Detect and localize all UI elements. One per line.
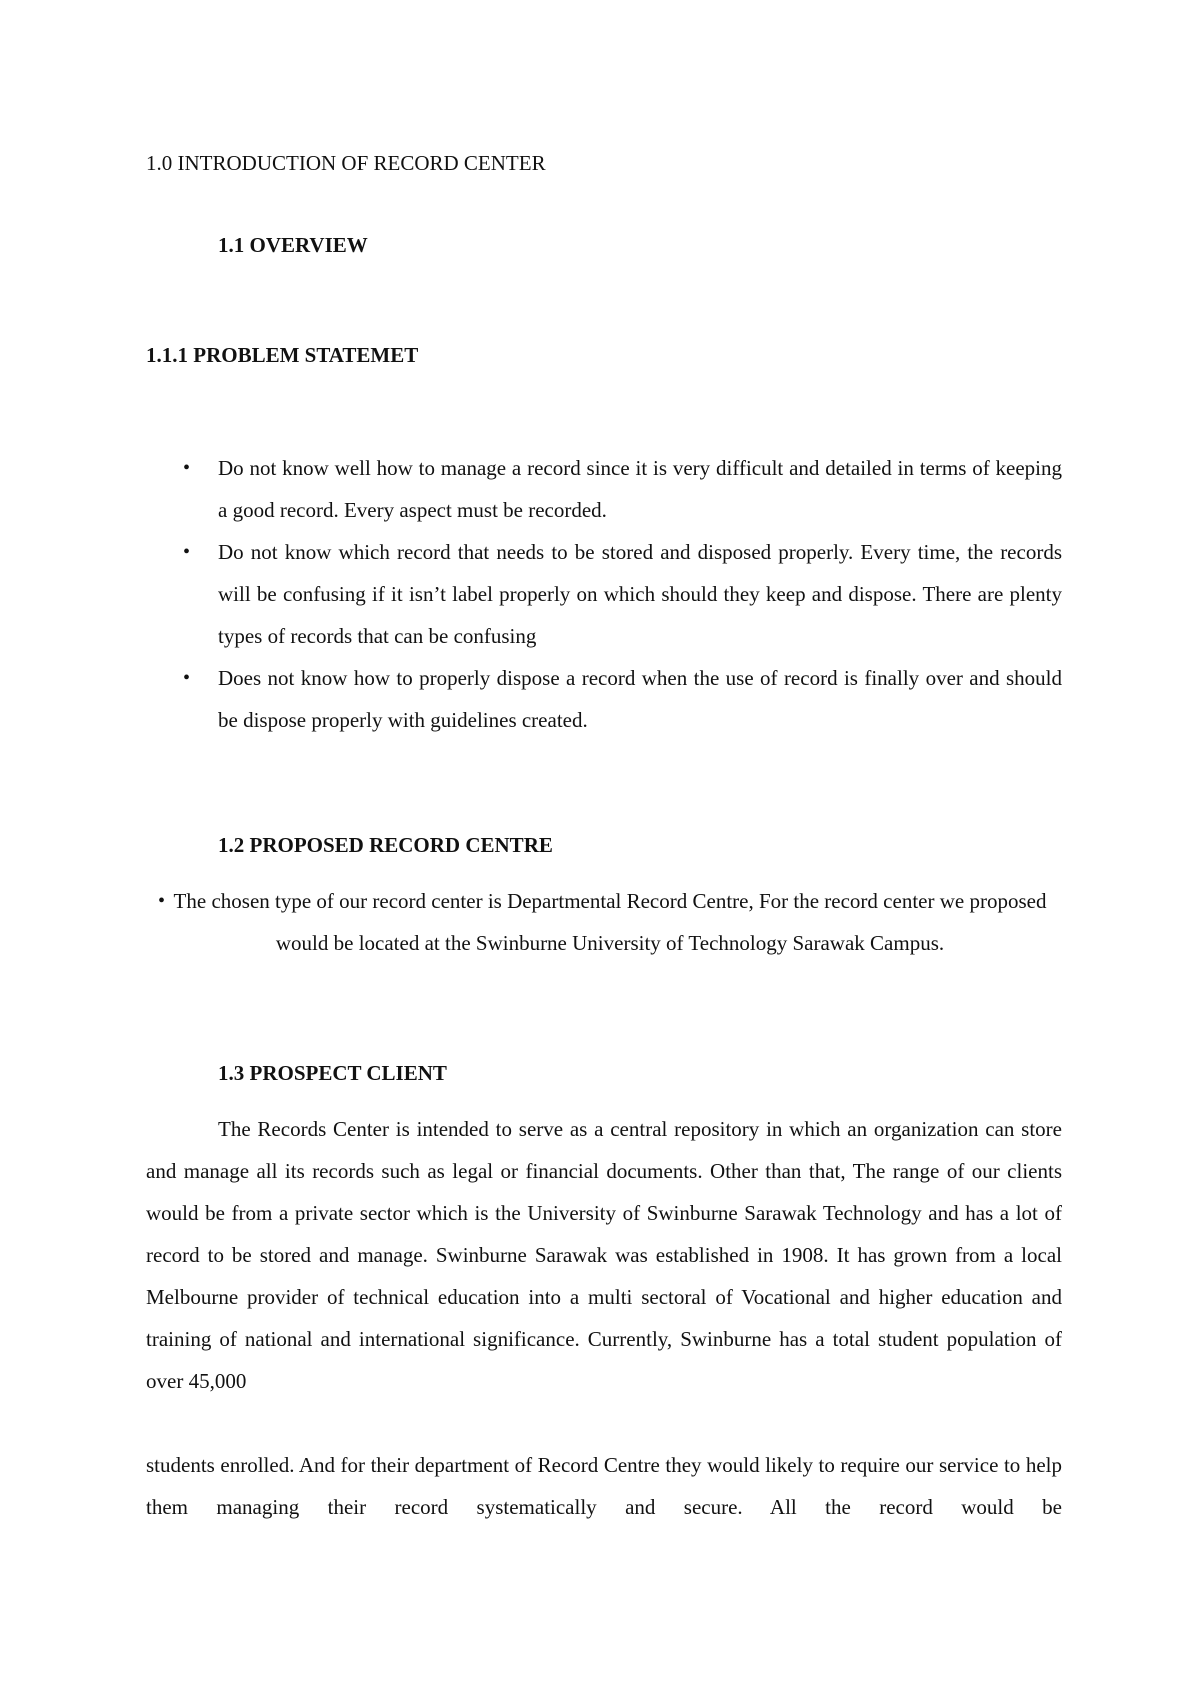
main-heading: 1.0 INTRODUCTION OF RECORD CENTER <box>146 151 546 175</box>
prospect-client-heading: 1.3 PROSPECT CLIENT <box>218 1061 447 1085</box>
proposed-record-centre-text: The chosen type of our record center is Departmental Record Centre, For the record center we proposed would be located at the Swinburne University of Technology Sarawak Campus. <box>173 889 1047 955</box>
proposed-record-centre-heading: 1.2 PROPOSED RECORD CENTRE <box>218 833 553 857</box>
overview-heading: 1.1 OVERVIEW <box>218 233 368 257</box>
bullet-marker: • <box>183 667 191 689</box>
problem-item-1: Do not know well how to manage a record since it is very difficult and detailed in terms of keeping a good record. Every aspect must be recorded. <box>218 456 1062 522</box>
bullet-marker: • <box>183 541 191 563</box>
bullet-marker: • <box>183 457 191 479</box>
prospect-client-paragraph: The Records Center is intended to serve as a central repository in which an organization can store and manage all its records such as legal or financial documents. Other than that, The range of our clients would be from a private sector which is the University of Swinburne Sarawak Technology and has a lot of record to be stored and manage. Swinburne Sarawak was established in 1908. It has grown from a local Melbourne provider of technical education into a multi sectoral of Vocational and higher education and training of national and international significance. Currently, Swinburne has a total student population of over 45,000 <box>146 1117 1062 1393</box>
problem-statement-heading: 1.1.1 PROBLEM STATEMET <box>146 343 419 367</box>
prospect-client-paragraph-end: students enrolled. And for their department of Record Centre they would likely to require our service to help them managing their record systematically and secure. All the record would be <box>146 1453 1062 1519</box>
problem-item-3: Does not know how to properly dispose a record when the use of record is finally over and should be dispose properly with guidelines created. <box>218 666 1062 732</box>
problem-item-2: Do not know which record that needs to be stored and disposed properly. Every time, the records will be confusing if it isn’t label properly on which should they keep and dispose. There are plenty types of records that can be confusing <box>218 540 1062 648</box>
bullet-marker: • <box>158 890 166 912</box>
